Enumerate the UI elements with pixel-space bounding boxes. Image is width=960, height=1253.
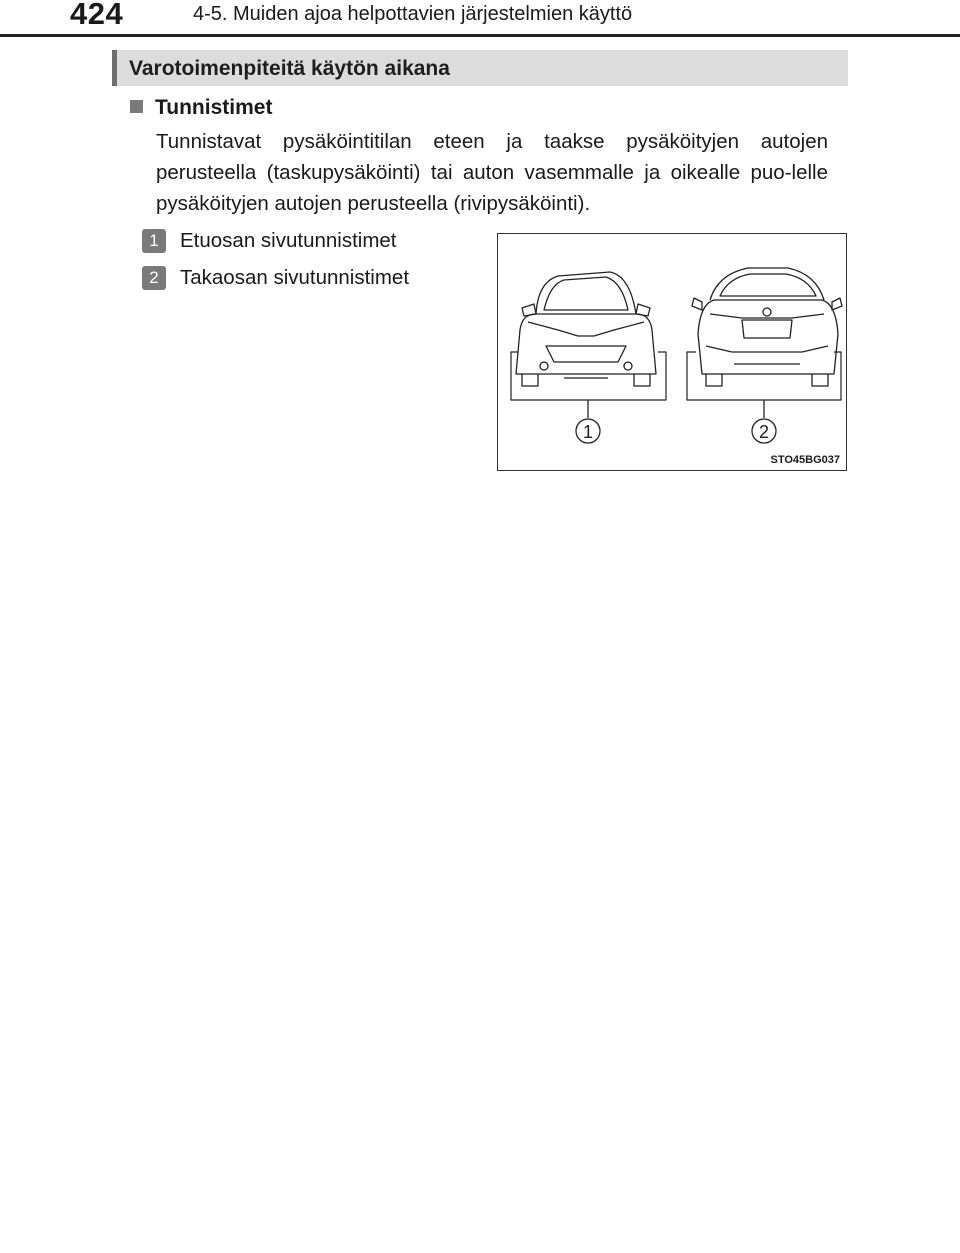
section-banner bbox=[112, 50, 848, 86]
sensor-figure bbox=[497, 233, 847, 471]
list-item bbox=[142, 266, 409, 290]
section-title: Varotoimenpiteitä käytön aikana bbox=[129, 57, 450, 80]
car-illustration bbox=[498, 234, 845, 469]
list-item bbox=[142, 229, 397, 253]
subsection-heading bbox=[130, 96, 272, 120]
number-badge: 2 bbox=[142, 266, 166, 290]
callout-1: 1 bbox=[582, 422, 594, 442]
header-rule bbox=[0, 34, 960, 37]
front-car-drawing bbox=[516, 272, 656, 386]
square-bullet-icon bbox=[130, 100, 143, 113]
callout-2: 2 bbox=[758, 422, 770, 442]
figure-code: STO45BG037 bbox=[770, 454, 840, 466]
list-item-label: Etuosan sivutunnistimet bbox=[180, 229, 397, 252]
subsection-title: Tunnistimet bbox=[155, 96, 273, 119]
chapter-title: 4-5. Muiden ajoa helpottavien järjestelmien käyttö bbox=[193, 3, 633, 25]
page-number: 424 bbox=[70, 0, 124, 31]
rear-car-drawing bbox=[692, 268, 842, 386]
number-badge: 1 bbox=[142, 229, 166, 253]
list-item-label: Takaosan sivutunnistimet bbox=[180, 266, 410, 289]
subsection-body: Tunnistavat pysäköintitilan eteen ja taakse pysäköityjen autojen perusteella (taskupysäköinti) tai auton vasemmalle ja oikealle puo-lelle pysäköityjen autojen perusteella (rivipysäköinti). bbox=[156, 130, 828, 215]
section-banner-accent bbox=[112, 50, 117, 86]
